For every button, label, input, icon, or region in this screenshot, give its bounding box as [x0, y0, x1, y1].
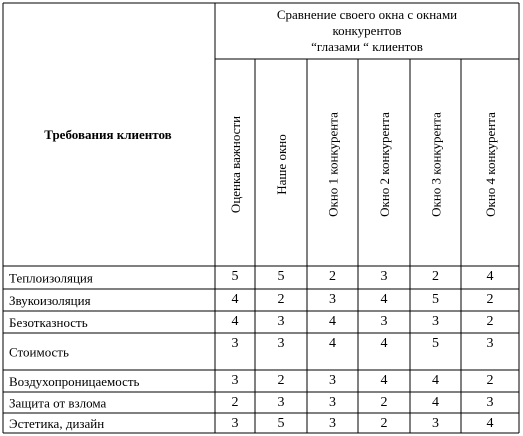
score-cell: 3 — [486, 395, 494, 410]
score-cell: 4 — [329, 336, 336, 351]
score-cell: 4 — [231, 314, 239, 329]
score-cell: 2 — [277, 373, 285, 388]
row-label: Звукоизоляция — [9, 293, 91, 308]
score-cell: 3 — [380, 269, 388, 284]
score-cell: 2 — [432, 269, 439, 284]
table-row — [9, 269, 494, 286]
comparison-header — [277, 7, 457, 54]
column-header-1: Оценка важности — [228, 115, 243, 214]
row-label: Защита от взлома — [9, 395, 107, 411]
column-header-3: Окно 1 конкурента — [325, 112, 341, 217]
score-cell: 5 — [432, 336, 439, 351]
table-row — [9, 336, 494, 360]
score-cell: 3 — [380, 314, 388, 329]
score-cell: 4 — [380, 292, 388, 307]
score-cell: 3 — [329, 373, 336, 388]
score-cell: 4 — [329, 314, 336, 329]
score-cell: 2 — [380, 416, 388, 431]
score-cell: 4 — [486, 269, 494, 284]
column-header-4: Окно 2 конкурента — [377, 112, 392, 217]
score-cell: 3 — [277, 395, 285, 410]
row-label: Безотказность — [9, 315, 88, 330]
table-row — [9, 314, 494, 330]
comparison-header-line-3: “глазами “ клиентов — [311, 39, 423, 54]
score-cell: 2 — [329, 269, 336, 284]
score-cell: 3 — [231, 373, 239, 388]
score-cell: 4 — [231, 292, 239, 307]
score-cell: 4 — [432, 373, 439, 388]
column-header-5: Окно 3 конкурента — [428, 112, 444, 217]
column-header-2: Наше окно — [274, 134, 289, 195]
score-cell: 3 — [231, 336, 239, 351]
column-headers — [228, 112, 498, 217]
score-cell: 2 — [380, 395, 388, 410]
score-cell: 4 — [380, 336, 388, 351]
score-cell: 3 — [486, 336, 494, 351]
table-row — [9, 373, 494, 389]
table-grid — [3, 3, 519, 433]
score-cell: 2 — [277, 292, 285, 307]
table-row — [9, 395, 494, 411]
row-label: Эстетика, дизайн — [9, 416, 105, 431]
row-label: Воздухопроницаемость — [9, 374, 140, 389]
score-cell: 2 — [486, 292, 494, 307]
score-cell: 2 — [486, 314, 494, 329]
score-cell: 4 — [380, 373, 388, 388]
score-cell: 3 — [329, 395, 336, 410]
comparison-header-line-1: Сравнение своего окна с окнами — [276, 7, 458, 22]
score-cell: 2 — [231, 395, 239, 410]
score-cell: 5 — [231, 269, 239, 284]
score-cell: 3 — [231, 416, 239, 431]
table-body — [9, 269, 494, 431]
row-label: Стоимость — [9, 344, 69, 360]
row-label: Теплоизоляция — [9, 270, 93, 286]
score-cell: 5 — [432, 292, 439, 307]
score-cell: 3 — [277, 314, 285, 329]
requirements-header: Требования клиентов — [44, 127, 172, 142]
score-cell: 4 — [486, 416, 494, 431]
score-cell: 5 — [277, 416, 285, 431]
score-cell: 3 — [432, 314, 439, 329]
table-row — [9, 416, 494, 431]
score-cell: 5 — [277, 269, 285, 284]
table-row — [9, 292, 494, 308]
score-cell: 3 — [329, 292, 336, 307]
score-cell: 2 — [486, 373, 494, 388]
score-cell: 3 — [277, 336, 285, 351]
column-header-6: Окно 4 конкурента — [483, 112, 498, 217]
score-cell: 3 — [329, 416, 336, 431]
comparison-header-line-2: конкурентов — [332, 23, 402, 38]
score-cell: 3 — [432, 416, 439, 431]
score-cell: 4 — [432, 395, 439, 410]
